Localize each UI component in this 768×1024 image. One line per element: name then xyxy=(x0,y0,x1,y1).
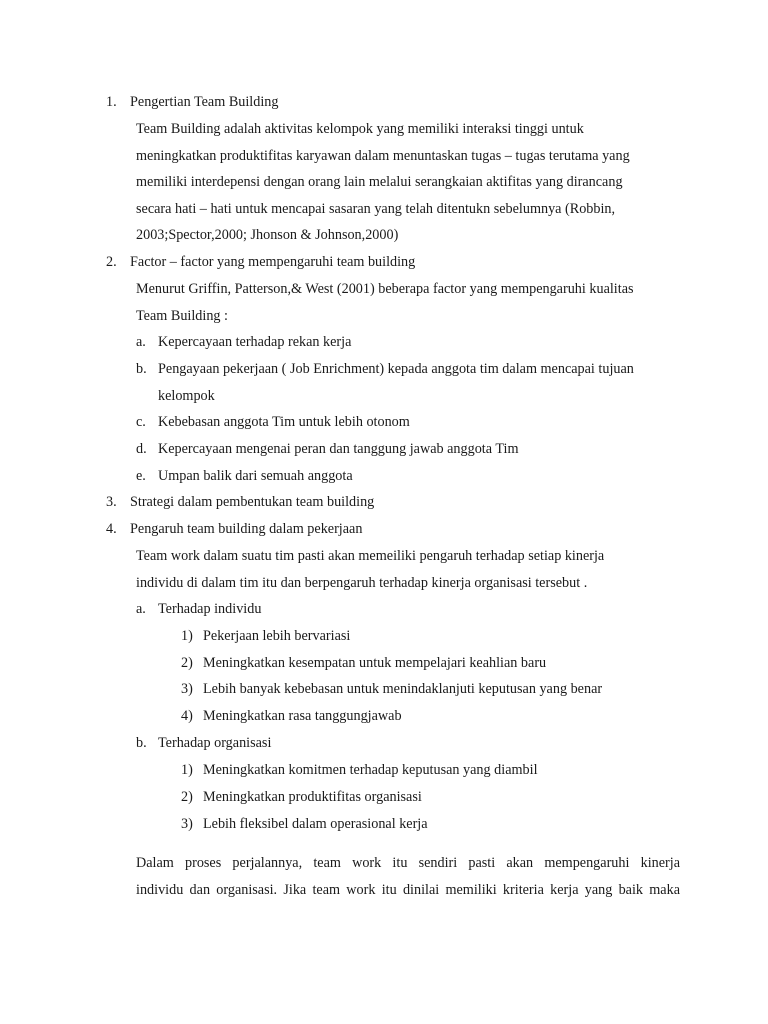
section-heading: Factor – factor yang mempengaruhi team building xyxy=(130,254,416,270)
list-letter: a. xyxy=(136,334,146,350)
list-item: Meningkatkan kesempatan untuk mempelajari keahlian baru xyxy=(203,655,547,671)
list-number: 2) xyxy=(181,655,193,671)
paragraph-line: meningkatkan produktifitas karyawan dalam menuntaskan tugas – tugas terutama yang xyxy=(136,148,630,164)
list-number: 2) xyxy=(181,789,193,805)
list-letter: e. xyxy=(136,468,146,484)
paragraph-line: Team Building : xyxy=(136,308,229,324)
section-number: 1. xyxy=(106,94,117,110)
list-number: 1) xyxy=(181,628,193,644)
list-item-continuation: kelompok xyxy=(158,388,215,404)
list-letter: d. xyxy=(136,441,147,457)
list-letter: c. xyxy=(136,414,146,430)
paragraph-line: Menurut Griffin, Patterson,& West (2001) beberapa factor yang mempengaruhi kualitas xyxy=(136,281,634,297)
paragraph-line: secara hati – hati untuk mencapai sasaran yang telah ditentukn sebelumnya (Robbin, xyxy=(136,201,616,217)
list-number: 4) xyxy=(181,708,193,724)
list-letter: b. xyxy=(136,361,147,377)
list-item: Kepercayaan mengenai peran dan tanggung jawab anggota Tim xyxy=(158,441,519,457)
section-number: 4. xyxy=(106,521,117,537)
section-number: 3. xyxy=(106,494,117,510)
section-heading: Pengertian Team Building xyxy=(130,94,279,110)
paragraph-line: Team Building adalah aktivitas kelompok yang memiliki interaksi tinggi untuk xyxy=(136,121,584,137)
list-number: 3) xyxy=(181,816,193,832)
list-item: Meningkatkan rasa tanggungjawab xyxy=(203,708,402,724)
list-letter: b. xyxy=(136,735,147,751)
list-item: Pekerjaan lebih bervariasi xyxy=(203,628,351,644)
list-number: 3) xyxy=(181,681,193,697)
list-item: Kebebasan anggota Tim untuk lebih otonom xyxy=(158,414,410,430)
list-item: Umpan balik dari semuah anggota xyxy=(158,468,353,484)
list-item: Meningkatkan komitmen terhadap keputusan yang diambil xyxy=(203,762,538,778)
paragraph-line: individu di dalam tim itu dan berpengaruh terhadap kinerja organisasi tersebut . xyxy=(136,575,588,591)
list-item: Lebih banyak kebebasan untuk menindaklanjuti keputusan yang benar xyxy=(203,681,603,697)
section-heading: Pengaruh team building dalam pekerjaan xyxy=(130,521,363,537)
paragraph-line: Team work dalam suatu tim pasti akan memeiliki pengaruh terhadap setiap kinerja xyxy=(136,548,605,564)
closing-paragraph-line: Dalam proses perjalannya, team work itu sendiri pasti akan mempengaruhi kinerja xyxy=(136,855,680,871)
section-heading: Strategi dalam pembentukan team building xyxy=(130,494,375,510)
list-item: Pengayaan pekerjaan ( Job Enrichment) kepada anggota tim dalam mencapai tujuan xyxy=(158,361,634,377)
list-number: 1) xyxy=(181,762,193,778)
sub-heading: Terhadap organisasi xyxy=(158,735,272,751)
list-item: Meningkatkan produktifitas organisasi xyxy=(203,789,422,805)
closing-paragraph-line: individu dan organisasi. Jika team work itu dinilai memiliki kriteria kerja yang baik maka xyxy=(136,882,680,898)
list-item: Lebih fleksibel dalam operasional kerja xyxy=(203,816,428,832)
list-item: Kepercayaan terhadap rekan kerja xyxy=(158,334,352,350)
section-number: 2. xyxy=(106,254,117,270)
list-letter: a. xyxy=(136,601,146,617)
paragraph-line: 2003;Spector,2000; Jhonson & Johnson,2000) xyxy=(136,227,399,243)
paragraph-line: memiliki interdepensi dengan orang lain melalui serangkaian aktifitas yang dirancang xyxy=(136,174,623,190)
sub-heading: Terhadap individu xyxy=(158,601,262,617)
